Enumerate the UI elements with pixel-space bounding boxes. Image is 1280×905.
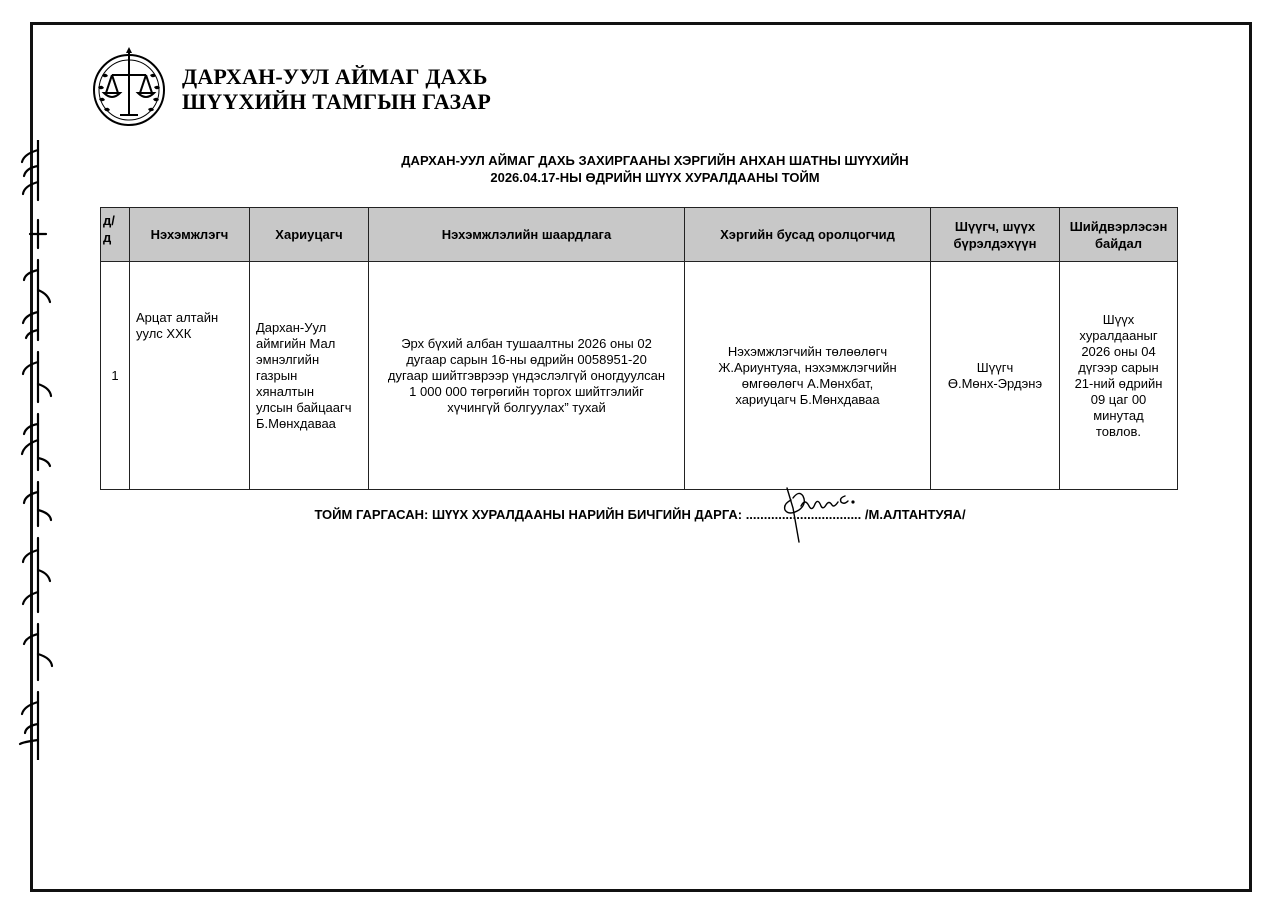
header-judge: Шүүгч, шүүх бүрэлдэхүүн	[931, 208, 1060, 262]
document-title-line2: 2026.04.17-НЫ ӨДРИЙН ШҮҮХ ХУРАЛДААНЫ ТОЙМ	[490, 170, 820, 185]
document-title	[100, 152, 1210, 186]
document-title-line1: ДАРХАН-УУЛ АЙМАГ ДАХЬ ЗАХИРГААНЫ ХЭРГИЙН АНХАН ШАТНЫ ШҮҮХИЙН	[401, 153, 909, 168]
organization-name-line2: ШҮҮХИЙН ТАМГЫН ГАЗАР	[182, 89, 491, 114]
cell-num: 1	[101, 262, 130, 490]
header-plaintiff: Нэхэмжлэгч	[130, 208, 250, 262]
cell-defendant: Дархан-Уул аймгийн Мал эмнэлгийн газрын хяналтын улсын байцаагч Б.Мөнхдаваа	[250, 262, 369, 490]
header-participants: Хэргийн бусад оролцогчид	[685, 208, 931, 262]
court-scales-emblem-icon	[88, 45, 170, 131]
table-header-row	[101, 208, 1178, 262]
mongolian-script-vertical-text	[8, 140, 68, 760]
header-defendant: Хариуцагч	[250, 208, 369, 262]
cell-claim: Эрх бүхий албан тушаалтны 2026 оны 02 дугаар сарын 16-ны өдрийн 0058951-20 дугаар шийтгэврээр үндэслэлгүй оногдуулсан 1 000 000 төгрөгийн торгох шийтгэлийг хүчингүй болгуулах” тухай	[369, 262, 685, 490]
cell-decision: Шүүх хуралдааныг 2026 оны 04 дүгээр сарын 21-ний өдрийн 09 цаг 00 минутад товлов.	[1060, 262, 1178, 490]
footer-compiled-by: ТОЙМ ГАРГАСАН: ШҮҮХ ХУРАЛДААНЫ НАРИЙН БИЧГИЙН ДАРГА: ................................ /М.АЛТАНТУЯА/	[314, 507, 966, 522]
hearings-table	[100, 207, 1178, 490]
cell-participants: Нэхэмжлэгчийн төлөөлөгч Ж.Ариунтуяа, нэхэмжлэгчийн өмгөөлөгч А.Мөнхбат, хариуцагч Б.Мөнхдаваа	[685, 262, 931, 490]
organization-name	[182, 64, 491, 114]
header-decision: Шийдвэрлэсэн байдал	[1060, 208, 1178, 262]
cell-judge: Шүүгч Ө.Мөнх-Эрдэнэ	[931, 262, 1060, 490]
cell-plaintiff: Арцат алтайн уулс ХХК	[130, 262, 250, 490]
header-num: д/ д	[101, 208, 130, 262]
organization-name-line1: ДАРХАН-УУЛ АЙМАГ ДАХЬ	[182, 64, 488, 89]
header-claim: Нэхэмжлэлийн шаардлага	[369, 208, 685, 262]
table-row	[101, 262, 1178, 490]
handwritten-signature-icon	[765, 482, 875, 544]
